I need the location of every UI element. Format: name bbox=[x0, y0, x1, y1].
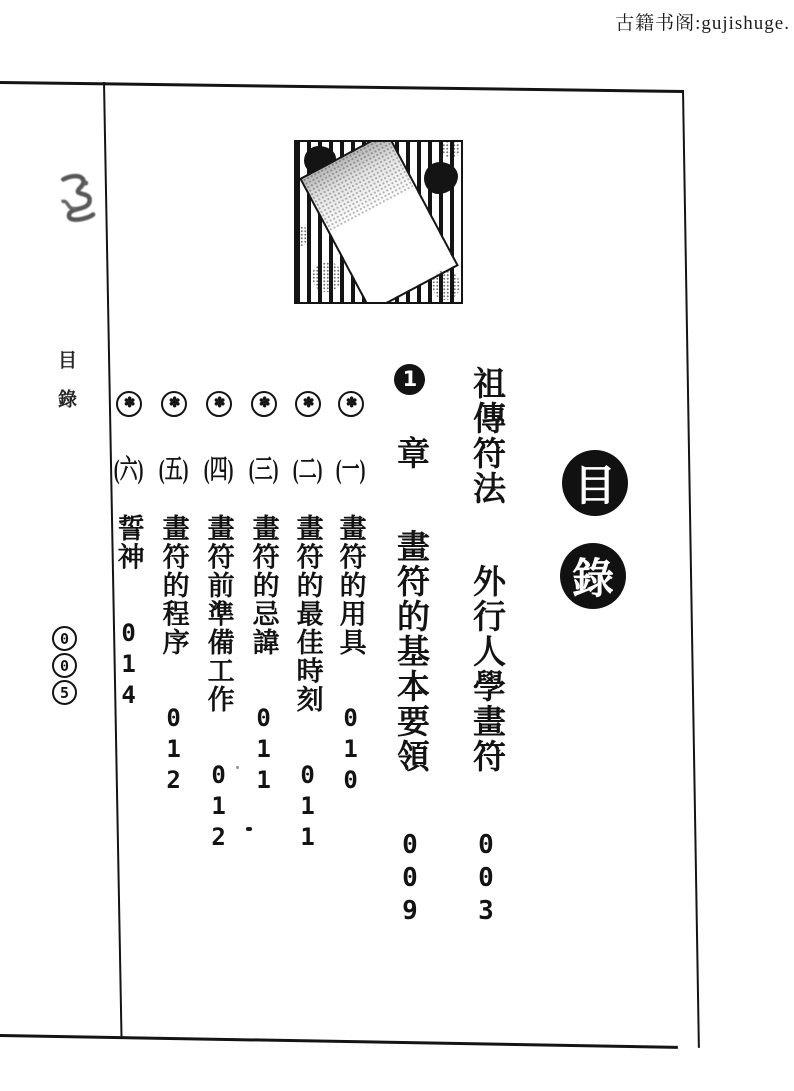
chapter-label: 章 bbox=[391, 436, 428, 471]
margin-title-char: 錄 bbox=[55, 389, 76, 428]
item-page-number: 012 bbox=[159, 704, 188, 797]
item-index: (三) bbox=[248, 455, 279, 483]
flower-blob-right bbox=[424, 162, 458, 194]
decorative-plate-image bbox=[294, 140, 463, 304]
item-page-number: 011 bbox=[293, 761, 322, 854]
book-page-number: 003 bbox=[470, 830, 501, 929]
frame-right-border bbox=[682, 90, 700, 1048]
chapter-title: 畫符的基本要領 bbox=[391, 529, 428, 774]
toc-item-column bbox=[114, 391, 143, 1091]
margin-running-title bbox=[52, 350, 79, 490]
chapter-page-number: 009 bbox=[394, 830, 425, 929]
flower-bullet-icon: ✽ bbox=[338, 391, 364, 417]
scan-noise-dot bbox=[236, 766, 239, 769]
item-index: (六) bbox=[113, 455, 144, 483]
item-title: 畫符前準備工作 bbox=[203, 514, 234, 714]
toc-item-column bbox=[159, 391, 188, 1091]
toc-header-char: 目 bbox=[573, 464, 616, 510]
item-title: 誓神 bbox=[113, 514, 144, 571]
flower-bullet-icon: ✽ bbox=[206, 391, 232, 417]
ink-smudge bbox=[48, 167, 107, 242]
scan-noise-dot bbox=[246, 827, 252, 831]
item-title: 畫符的用具 bbox=[335, 514, 366, 657]
page-digit-circle: 5 bbox=[52, 680, 77, 705]
item-title: 畫符的程序 bbox=[158, 514, 189, 657]
item-page-number: 010 bbox=[336, 704, 365, 797]
chapter-column bbox=[392, 364, 427, 1064]
toc-item-column bbox=[293, 391, 322, 1091]
item-index: (一) bbox=[335, 455, 366, 483]
speck-flower-left-edge bbox=[294, 226, 309, 246]
toc-item-column bbox=[249, 391, 278, 1091]
item-index: (四) bbox=[203, 455, 234, 483]
speck-flower-bottom-right bbox=[432, 270, 460, 300]
page-digit-circle: 0 bbox=[52, 626, 77, 651]
toc-header-char: 錄 bbox=[571, 557, 614, 603]
book-title-part1: 祖傳符法 bbox=[467, 366, 504, 506]
page-digit-circle: 0 bbox=[52, 653, 77, 678]
chapter-number-circle-icon: 1 bbox=[394, 364, 425, 395]
toc-header-circle-1 bbox=[562, 450, 628, 516]
item-title: 畫符的最佳時刻 bbox=[292, 514, 323, 714]
flower-bullet-icon: ✽ bbox=[251, 391, 277, 417]
flower-bullet-icon: ✽ bbox=[295, 391, 321, 417]
toc-item-column bbox=[336, 391, 365, 1091]
margin-page-number bbox=[52, 626, 77, 705]
item-title: 畫符的忌諱 bbox=[248, 514, 279, 657]
item-page-number: 014 bbox=[114, 618, 143, 712]
flower-bullet-icon: ✽ bbox=[116, 391, 142, 417]
book-title-column bbox=[468, 366, 503, 1066]
item-page-number: 011 bbox=[249, 704, 278, 797]
item-page-number: 012 bbox=[204, 761, 233, 854]
site-watermark: 古籍书阁:gujishuge. bbox=[615, 13, 790, 34]
speck-flower-bottom-left bbox=[312, 262, 342, 292]
toc-header-circle-2 bbox=[560, 543, 626, 609]
flower-bullet-icon: ✽ bbox=[161, 391, 187, 417]
margin-title-char: 目 bbox=[55, 350, 76, 389]
item-index: (二) bbox=[292, 455, 323, 483]
book-title-part2: 外行人學畫符 bbox=[467, 564, 504, 774]
toc-item-column bbox=[204, 391, 233, 1091]
item-index: (五) bbox=[158, 455, 189, 483]
speck-flower-top-right bbox=[442, 140, 460, 158]
